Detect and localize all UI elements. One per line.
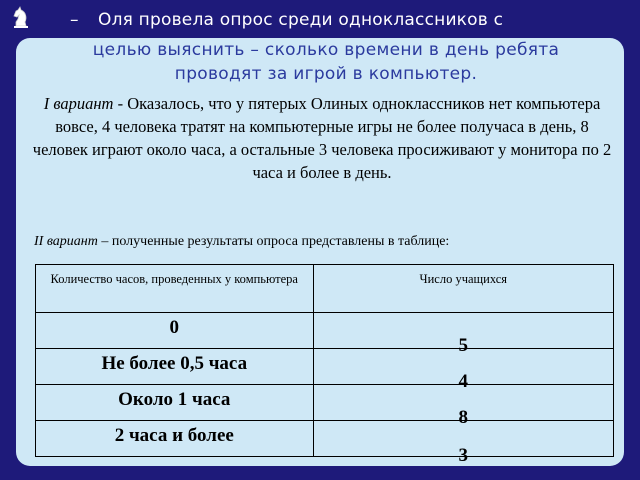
row-hours: Около 1 часа [118, 389, 231, 410]
title-line-1: Оля провела опрос среди одноклассников с [98, 10, 504, 30]
table-header-row [36, 265, 614, 313]
chess-knight-icon [8, 4, 34, 30]
content-panel [16, 38, 624, 466]
row-count: 5 [458, 335, 469, 356]
row-count: 3 [458, 445, 469, 466]
table-row [36, 313, 614, 349]
survey-table [35, 264, 614, 466]
variant-1-text: - Оказалось, что у пятерых Олиных одноклассников нет компьютера вовсе, 4 человека тратят на компьютерные игры не более получаса в день, 8 человек играют около часа, а остальные 3 человека просиживают у монитора по 2 часа и более в день. [32, 94, 612, 182]
row-count: 4 [458, 371, 469, 392]
variant-2-label: II вариант [34, 234, 98, 249]
header-students: Число учащихся [313, 265, 613, 313]
variant-1-label: I вариант [43, 94, 114, 113]
title-line-2: целью выяснить – сколько времени в день ребята проводят за игрой в компьютер. [92, 40, 560, 84]
row-hours: 2 часа и более [114, 425, 234, 446]
row-hours: 0 [169, 317, 180, 338]
row-hours: Не более 0,5 часа [101, 353, 248, 374]
title-dash: – [70, 10, 79, 30]
table-row [36, 421, 614, 457]
variant-2-text: – полученные результаты опроса представлены в таблице: [97, 234, 450, 249]
table-row [36, 349, 614, 385]
variant-1-paragraph [30, 92, 614, 184]
variant-2-paragraph [34, 234, 614, 250]
row-count: 8 [458, 407, 469, 428]
table-row [36, 385, 614, 421]
header-hours: Количество часов, проведенных у компьютера [36, 265, 314, 313]
